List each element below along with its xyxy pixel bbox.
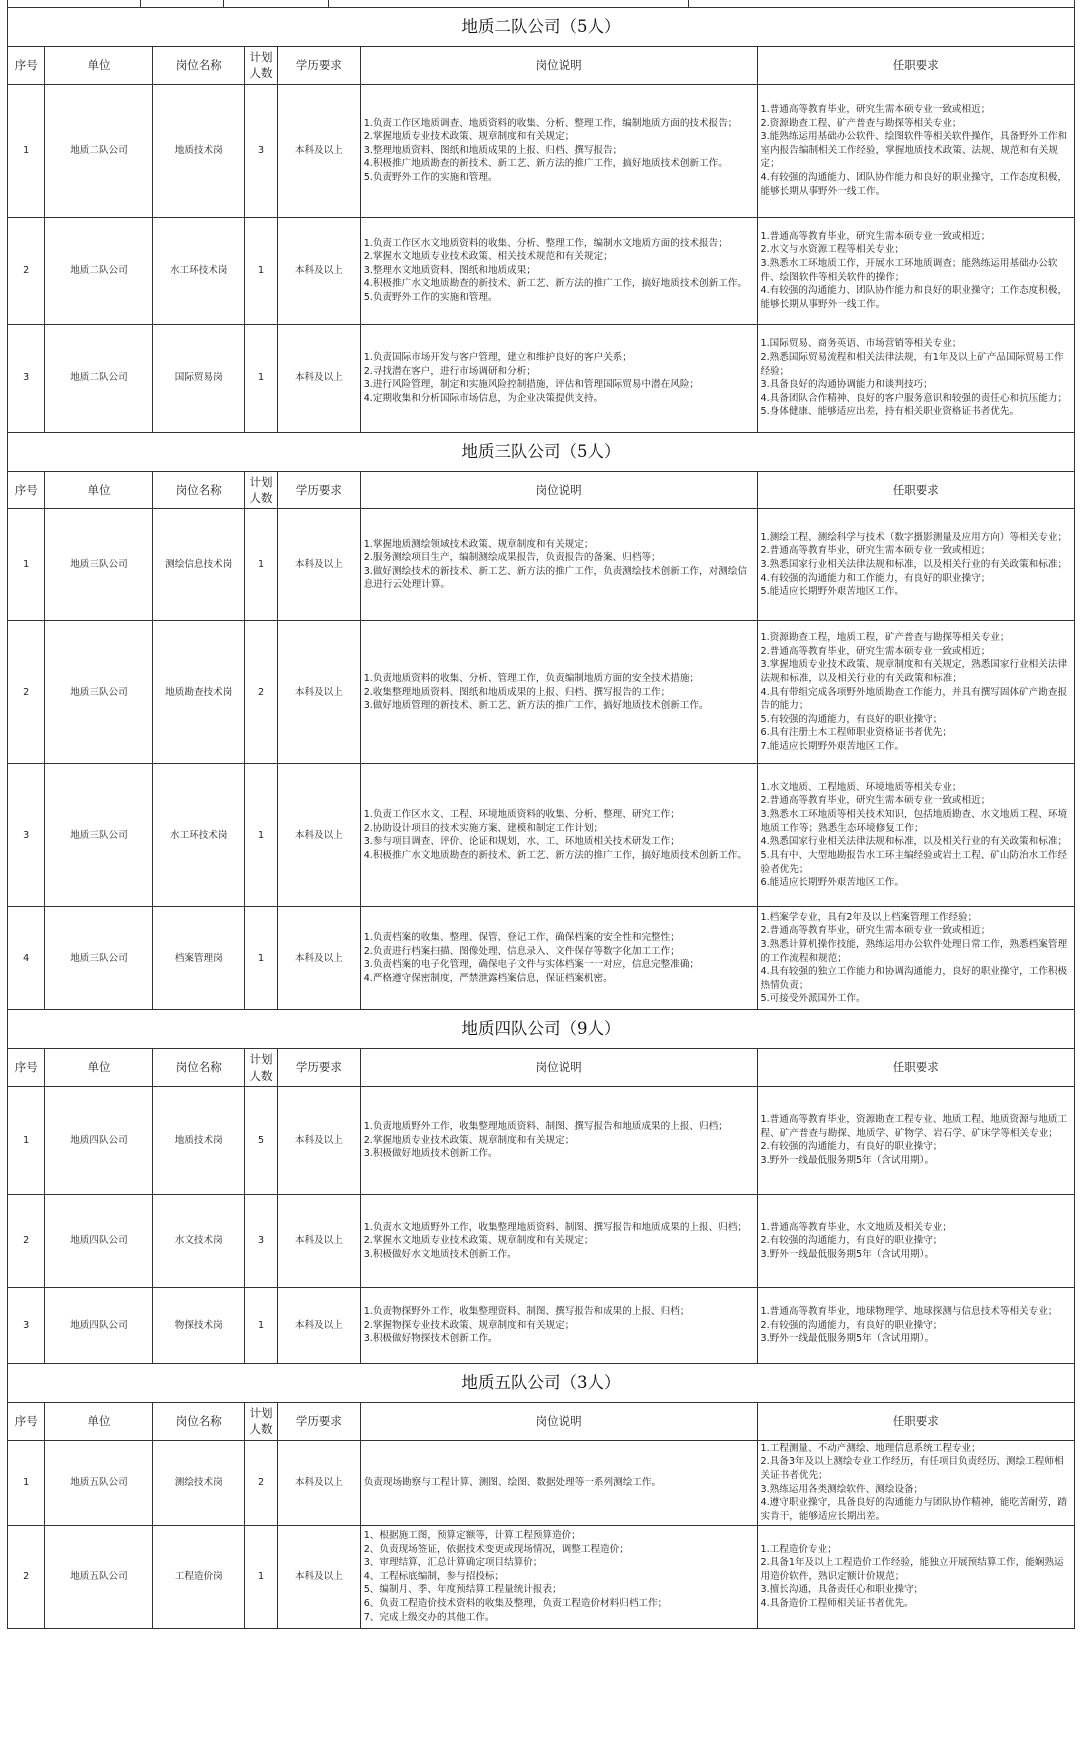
req-line: 4.具有带组完成各项野外地质勘查工作能力，并具有撰写固体矿产勘查报告的能力； xyxy=(760,686,1068,712)
req-line: 3.熟悉计算机操作技能，熟练运用办公软件处理日常工作，熟悉档案管理的工作流程和规范； xyxy=(760,938,1068,964)
desc-line: 2.掌握水文地质专业技术政策、规章制度和有关规定； xyxy=(363,1235,594,1247)
req-line: 1.普通高等教育毕业，水文地质及相关专业； xyxy=(760,1221,952,1233)
cell-position: 水工环技术岗 xyxy=(153,217,244,324)
header-unit: 单位 xyxy=(45,471,153,509)
header-no: 序号 xyxy=(8,1049,45,1087)
table-row xyxy=(8,324,1075,432)
company-section xyxy=(7,433,1075,1011)
req-line: 1.档案学专业，具有2年及以上档案管理工作经验； xyxy=(760,911,978,923)
req-line: 1.水文地质、工程地质、环境地质等相关专业； xyxy=(760,781,962,793)
desc-line: 1.负责国际市场开发与客户管理，建立和维护良好的客户关系； xyxy=(363,351,632,363)
table-row xyxy=(8,764,1075,907)
req-line: 7.能适应长期野外艰苦地区工作。 xyxy=(760,740,904,752)
cell-position: 地质勘查技术岗 xyxy=(153,621,244,764)
header-position: 岗位名称 xyxy=(153,1402,244,1440)
desc-line: 5.负责野外工作的实施和管理。 xyxy=(363,172,498,184)
cell-description xyxy=(360,1287,757,1363)
req-line: 1.工程造价专业； xyxy=(760,1543,837,1555)
req-line: 1.国际贸易、商务英语、市场营销等相关专业； xyxy=(760,338,962,350)
cell-no: 3 xyxy=(8,764,45,907)
cell-no: 3 xyxy=(8,324,45,432)
header-desc: 岗位说明 xyxy=(360,1402,757,1440)
cell-unit: 地质五队公司 xyxy=(45,1440,153,1525)
req-line: 5.可接受外派国外工作。 xyxy=(760,993,866,1005)
positions-table xyxy=(7,471,1075,1011)
positions-table xyxy=(7,46,1075,433)
cell-count: 2 xyxy=(244,621,277,764)
req-line: 4.具备造价工程师相关证书者优先。 xyxy=(760,1598,914,1610)
table-header-row xyxy=(8,1049,1075,1087)
header-position: 岗位名称 xyxy=(153,47,244,85)
cell-description xyxy=(360,1440,757,1525)
cell-no: 1 xyxy=(8,509,45,621)
req-line: 3.能熟练运用基础办公软件、绘图软件等相关软件操作，具备野外工作和室内报告编制相关工作经验，掌握地质技术政策、法规、规范和有关规定； xyxy=(760,131,1068,170)
desc-line: 1.负责档案的收集、整理、保管、登记工作，确保档案的安全性和完整性； xyxy=(363,932,680,944)
header-edu: 学历要求 xyxy=(278,1402,361,1440)
desc-line: 7、完成上级交办的其他工作。 xyxy=(363,1611,495,1623)
cell-description xyxy=(360,84,757,217)
desc-line: 1.负责工作区水文地质资料的收集、分析、整理工作，编制水文地质方面的技术报告； xyxy=(363,237,728,249)
req-line: 2.有较强的沟通能力，有良好的职业操守； xyxy=(760,1319,943,1331)
table-row xyxy=(8,621,1075,764)
company-section xyxy=(7,1010,1075,1364)
req-line: 3.野外一线最低服务期5年（含试用期）。 xyxy=(760,1333,935,1345)
req-line: 2.普通高等教育毕业，研究生需本硕专业一致或相近； xyxy=(760,545,991,557)
cell-unit: 地质二队公司 xyxy=(45,324,153,432)
req-line: 2.熟悉国际贸易流程和相关法律法规，有1年及以上矿产品国际贸易工作经验； xyxy=(760,351,1064,377)
cell-position: 地质技术岗 xyxy=(153,84,244,217)
positions-table xyxy=(7,1048,1075,1364)
cell-edu: 本科及以上 xyxy=(278,1440,361,1525)
cell-unit: 地质二队公司 xyxy=(45,84,153,217)
cell-position: 水工环技术岗 xyxy=(153,764,244,907)
cell-edu: 本科及以上 xyxy=(278,764,361,907)
header-unit: 单位 xyxy=(45,1402,153,1440)
desc-line: 1、根据施工图，预算定额等，计算工程预算造价； xyxy=(363,1529,581,1541)
desc-line: 1.负责地质资料的收集、分析、管理工作，负责编制地质方面的安全技术措施； xyxy=(363,672,700,684)
req-line: 1.工程测量、不动产测绘、地理信息系统工程专业； xyxy=(760,1442,981,1454)
header-desc: 岗位说明 xyxy=(360,1049,757,1087)
table-row xyxy=(8,907,1075,1010)
cell-requirements xyxy=(757,1287,1075,1363)
req-line: 2.有较强的沟通能力，有良好的职业操守； xyxy=(760,1141,943,1153)
previous-table-edge xyxy=(7,0,1075,8)
cell-edu: 本科及以上 xyxy=(278,907,361,1010)
desc-line: 3.做好测绘技术的新技术、新工艺、新方法的推广工作，负责测绘技术创新工作，对测绘信息进行云处理计算。 xyxy=(363,565,747,591)
req-line: 1.普通高等教育毕业，研究生需本硕专业一致或相近； xyxy=(760,230,991,242)
cell-edu: 本科及以上 xyxy=(278,1194,361,1287)
cell-unit: 地质三队公司 xyxy=(45,509,153,621)
cell-requirements xyxy=(757,1086,1075,1194)
cell-no: 1 xyxy=(8,84,45,217)
req-line: 3.熟练运用各类测绘软件、测绘设备； xyxy=(760,1483,924,1495)
header-unit: 单位 xyxy=(45,1049,153,1087)
req-line: 3.野外一线最低服务期5年（含试用期）。 xyxy=(760,1155,935,1167)
req-line: 2.资源勘查工程、矿产普查与勘探等相关专业； xyxy=(760,117,962,129)
cell-edu: 本科及以上 xyxy=(278,1525,361,1628)
cell-requirements xyxy=(757,907,1075,1010)
sections-container xyxy=(7,8,1075,1629)
cell-requirements xyxy=(757,217,1075,324)
desc-line: 4.积极推广水文地质勘查的新技术、新工艺、新方法的推广工作，搞好地质技术创新工作。 xyxy=(363,849,747,861)
cell-edu: 本科及以上 xyxy=(278,217,361,324)
req-line: 3.具备良好的沟通协调能力和谈判技巧； xyxy=(760,379,933,391)
req-line: 3.熟悉水工环地质工作，开展水工环地质调查；能熟练运用基础办公软件、绘图软件等相关软件的操作； xyxy=(760,258,1058,283)
req-line: 2.普通高等教育毕业，研究生需本硕专业一致或相近； xyxy=(760,645,991,657)
table-row xyxy=(8,84,1075,217)
desc-line: 3.积极做好水文地质技术创新工作。 xyxy=(363,1248,517,1260)
cell-unit: 地质三队公司 xyxy=(45,907,153,1010)
cell-requirements xyxy=(757,1440,1075,1525)
cell-no: 3 xyxy=(8,1287,45,1363)
desc-line: 4、工程标底编制，参与招投标； xyxy=(363,1570,505,1582)
cell-position: 水文技术岗 xyxy=(153,1194,244,1287)
table-row xyxy=(8,1440,1075,1525)
cell-no: 1 xyxy=(8,1086,45,1194)
header-position: 岗位名称 xyxy=(153,1049,244,1087)
header-req: 任职要求 xyxy=(757,1049,1075,1087)
cell-position: 物探技术岗 xyxy=(153,1287,244,1363)
cell-unit: 地质三队公司 xyxy=(45,764,153,907)
cell-requirements xyxy=(757,1525,1075,1628)
req-line: 5.有较强的沟通能力，有良好的职业操守； xyxy=(760,713,943,725)
cell-requirements xyxy=(757,509,1075,621)
cell-description xyxy=(360,907,757,1010)
cell-edu: 本科及以上 xyxy=(278,621,361,764)
table-row xyxy=(8,1287,1075,1363)
header-desc: 岗位说明 xyxy=(360,471,757,509)
table-header-row xyxy=(8,1402,1075,1440)
desc-line: 1.负责水文地质野外工作，收集整理地质资料、制图、撰写报告和地质成果的上报、归档； xyxy=(363,1221,747,1233)
req-line: 2.具备3年及以上测绘专业工作经历，有任项目负责经历、测绘工程师相关证书者优先； xyxy=(760,1456,1064,1482)
cell-edu: 本科及以上 xyxy=(278,509,361,621)
cell-position: 工程造价岗 xyxy=(153,1525,244,1628)
header-edu: 学历要求 xyxy=(278,47,361,85)
req-line: 4.有较强的沟通能力、团队协作能力和良好的职业操守，工作态度积极，能够长期从事野外一线工作。 xyxy=(760,172,1068,197)
req-line: 4.具有较强的独立工作能力和协调沟通能力，良好的职业操守，工作积极热情负责； xyxy=(760,966,1068,991)
req-line: 4.有较强的沟通能力和工作能力，有良好的职业操守； xyxy=(760,572,991,584)
table-row xyxy=(8,1086,1075,1194)
cell-position: 国际贸易岗 xyxy=(153,324,244,432)
req-line: 3.野外一线最低服务期5年（含试用期）。 xyxy=(760,1248,935,1260)
header-desc: 岗位说明 xyxy=(360,47,757,85)
req-line: 1.测绘工程、测绘科学与技术（数字摄影测量及应用方向）等相关专业； xyxy=(760,531,1068,543)
cell-no: 2 xyxy=(8,1525,45,1628)
cell-no: 2 xyxy=(8,217,45,324)
cell-edu: 本科及以上 xyxy=(278,84,361,217)
cell-no: 2 xyxy=(8,1194,45,1287)
cell-count: 3 xyxy=(244,84,277,217)
header-count: 计划人数 xyxy=(244,1402,277,1440)
req-line: 4.熟悉国家行业相关法律法规和标准，以及相关行业的有关政策和标准； xyxy=(760,836,1068,848)
desc-line: 3.参与项目调查、评价、论证和规划，水、工、环地质相关技术研发工作； xyxy=(363,836,680,848)
req-line: 5.身体健康、能够适应出差，持有相关职业资格证书者优先。 xyxy=(760,406,1020,418)
cell-unit: 地质四队公司 xyxy=(45,1287,153,1363)
desc-line: 3.做好地质管理的新技术、新工艺、新方法的推广工作，搞好地质技术创新工作。 xyxy=(363,700,709,712)
desc-line: 5、编制月、季、年度预结算工程量统计报表； xyxy=(363,1584,562,1596)
desc-line: 2.服务测绘项目生产，编制测绘成果报告，负责报告的备案、归档等； xyxy=(363,552,661,564)
cell-description xyxy=(360,621,757,764)
header-edu: 学历要求 xyxy=(278,1049,361,1087)
desc-line: 2.协助设计项目的技术实施方案、建模和制定工作计划； xyxy=(363,822,604,834)
req-line: 3.熟悉国家行业相关法律法规和标准，以及相关行业的有关政策和标准； xyxy=(760,559,1068,570)
cell-description xyxy=(360,324,757,432)
req-line: 2.普通高等教育毕业，研究生需本硕专业一致或相近； xyxy=(760,925,991,937)
req-line: 2.普通高等教育毕业，研究生需本硕专业一致或相近； xyxy=(760,795,991,807)
cell-description xyxy=(360,1086,757,1194)
cell-description xyxy=(360,509,757,621)
desc-line: 1.负责工作区水文、工程、环境地质资料的收集、分析、整理、研究工作； xyxy=(363,809,680,821)
desc-line: 4.严格遵守保密制度，严禁泄露档案信息，保证档案机密。 xyxy=(363,972,613,984)
desc-line: 3、审理结算，汇总计算确定项目结算价； xyxy=(363,1557,543,1569)
desc-line: 2.掌握地质专业技术政策、规章制度和有关规定； xyxy=(363,1134,575,1146)
header-edu: 学历要求 xyxy=(278,471,361,509)
cell-position: 档案管理岗 xyxy=(153,907,244,1010)
desc-line: 4.定期收集和分析国际市场信息，为企业决策提供支持。 xyxy=(363,392,604,404)
req-line: 5.具有中、大型地勘报告水工环主编经验或岩土工程、矿山防治水工作经验者优先； xyxy=(760,849,1068,875)
desc-line: 2、负责现场签证，依据技术变更或现场情况，调整工程造价； xyxy=(363,1543,629,1555)
header-count: 计划人数 xyxy=(244,47,277,85)
cell-requirements xyxy=(757,1194,1075,1287)
header-count: 计划人数 xyxy=(244,1049,277,1087)
cell-count: 3 xyxy=(244,1194,277,1287)
cell-count: 1 xyxy=(244,509,277,621)
cell-no: 4 xyxy=(8,907,45,1010)
table-row xyxy=(8,1525,1075,1628)
desc-line: 2.负责进行档案扫描、图像处理、信息录入、文件保存等数字化加工工作； xyxy=(363,945,680,957)
req-line: 3.熟悉水工环地质等相关技术知识，包括地质勘查、水文地质工程、环境地质工作等；熟悉生态环境修复工作； xyxy=(760,809,1068,834)
desc-line: 5.负责野外工作的实施和管理。 xyxy=(363,292,498,304)
cell-position: 测绘技术岗 xyxy=(153,1440,244,1525)
section-title: 地质二队公司（5人） xyxy=(7,8,1075,46)
desc-line: 2.掌握物探专业技术政策、规章制度和有关规定； xyxy=(363,1319,575,1331)
desc-line: 2.掌握地质专业技术政策、规章制度和有关规定； xyxy=(363,131,575,143)
cell-requirements xyxy=(757,324,1075,432)
req-line: 3.掌握地质专业技术政策、规章制度和有关规定，熟悉国家行业相关法律法规和标准，以及相关行业的有关政策和标准； xyxy=(760,659,1068,684)
company-section xyxy=(7,1364,1075,1629)
desc-line: 1.负责地质野外工作，收集整理地质资料、制图、撰写报告和地质成果的上报、归档； xyxy=(363,1121,728,1133)
cell-count: 1 xyxy=(244,907,277,1010)
company-section xyxy=(7,8,1075,433)
header-req: 任职要求 xyxy=(757,471,1075,509)
desc-line: 负责现场勘察与工程计算、测图、绘图、数据处理等一系列测绘工作。 xyxy=(363,1476,662,1488)
header-no: 序号 xyxy=(8,47,45,85)
section-title: 地质四队公司（9人） xyxy=(7,1010,1075,1048)
cell-requirements xyxy=(757,621,1075,764)
desc-line: 2.寻找潜在客户，进行市场调研和分析； xyxy=(363,365,536,377)
desc-line: 4.积极推广水文地质勘查的新技术、新工艺、新方法的推广工作，搞好地质技术创新工作。 xyxy=(363,278,747,290)
cell-unit: 地质三队公司 xyxy=(45,621,153,764)
req-line: 5.能适应长期野外艰苦地区工作。 xyxy=(760,586,904,598)
desc-line: 1.负责物探野外工作，收集整理资料、制图、撰写报告和成果的上报、归档； xyxy=(363,1306,690,1318)
cell-count: 1 xyxy=(244,217,277,324)
header-req: 任职要求 xyxy=(757,47,1075,85)
req-line: 1.普通高等教育毕业，地球物理学、地球探测与信息技术等相关专业； xyxy=(760,1306,1058,1318)
header-req: 任职要求 xyxy=(757,1402,1075,1440)
recruitment-document xyxy=(7,0,1075,1629)
cell-description xyxy=(360,217,757,324)
cell-edu: 本科及以上 xyxy=(278,1086,361,1194)
cell-count: 1 xyxy=(244,1287,277,1363)
cell-edu: 本科及以上 xyxy=(278,324,361,432)
cell-count: 2 xyxy=(244,1440,277,1525)
cell-description xyxy=(360,1525,757,1628)
cell-no: 2 xyxy=(8,621,45,764)
desc-line: 2.掌握水文地质专业技术政策、相关技术规范和有关规定； xyxy=(363,251,613,263)
desc-line: 3.整理水文地质资料、图纸和地质成果； xyxy=(363,264,536,276)
desc-line: 6、负责工程造价技术资料的收集及整理，负责工程造价材料归档工作； xyxy=(363,1598,668,1610)
positions-table xyxy=(7,1402,1075,1629)
cell-unit: 地质四队公司 xyxy=(45,1086,153,1194)
header-unit: 单位 xyxy=(45,47,153,85)
req-line: 4.具备团队合作精神、良好的客户服务意识和较强的责任心和抗压能力； xyxy=(760,392,1068,404)
cell-requirements xyxy=(757,764,1075,907)
header-no: 序号 xyxy=(8,1402,45,1440)
cell-unit: 地质二队公司 xyxy=(45,217,153,324)
header-position: 岗位名称 xyxy=(153,471,244,509)
req-line: 2.具备1年及以上工程造价工作经验，能独立开展预结算工作，能娴熟运用造价软件，熟识定额计价规范； xyxy=(760,1557,1064,1582)
req-line: 4.有较强的沟通能力、团队协作能力和良好的职业操守；工作态度积极，能够长期从事野外一线工作。 xyxy=(760,285,1068,310)
desc-line: 3.积极做好物探技术创新工作。 xyxy=(363,1333,498,1345)
desc-line: 1.负责工作区地质调查、地质资料的收集、分析、整理工作，编制地质方面的技术报告； xyxy=(363,117,738,129)
cell-requirements xyxy=(757,84,1075,217)
desc-line: 3.负责档案的电子化管理，确保电子文件与实体档案一一对应，信息完整准确； xyxy=(363,959,700,971)
desc-line: 2.收集整理地质资料、图纸和地质成果的上报、归档、撰写报告的工作； xyxy=(363,686,671,698)
req-line: 4.遵守职业操守，具备良好的沟通能力与团队协作精神，能吃苦耐劳，踏实肯干，能够适应长期出差。 xyxy=(760,1497,1068,1522)
section-title: 地质三队公司（5人） xyxy=(7,433,1075,471)
table-row xyxy=(8,217,1075,324)
req-line: 6.具有注册土木工程师职业资格证书者优先； xyxy=(760,727,952,739)
cell-count: 1 xyxy=(244,764,277,907)
desc-line: 3.整理地质资料、图纸和地质成果的上报、归档、撰写报告； xyxy=(363,144,623,156)
req-line: 1.普通高等教育毕业，资源勘查工程专业、地质工程、地质资源与地质工程、矿产普查与勘探、地质学、矿物学、岩石学、矿床学等相关专业； xyxy=(760,1114,1068,1139)
cell-description xyxy=(360,764,757,907)
desc-line: 3.进行风险管理，制定和实施风险控制措施，评估和管理国际贸易中潜在风险； xyxy=(363,379,700,391)
table-header-row xyxy=(8,471,1075,509)
desc-line: 1.掌握地质测绘领域技术政策、规章制度和有关规定； xyxy=(363,538,594,550)
table-header-row xyxy=(8,47,1075,85)
header-count: 计划人数 xyxy=(244,471,277,509)
req-line: 2.有较强的沟通能力，有良好的职业操守； xyxy=(760,1235,943,1247)
cell-count: 5 xyxy=(244,1086,277,1194)
desc-line: 4.积极推广地质勘查的新技术、新工艺、新方法的推广工作，搞好地质技术创新工作。 xyxy=(363,158,728,170)
cell-position: 测绘信息技术岗 xyxy=(153,509,244,621)
cell-no: 1 xyxy=(8,1440,45,1525)
cell-count: 1 xyxy=(244,324,277,432)
req-line: 6.能适应长期野外艰苦地区工作。 xyxy=(760,877,904,889)
cell-edu: 本科及以上 xyxy=(278,1287,361,1363)
table-row xyxy=(8,509,1075,621)
req-line: 3.擅长沟通，具备责任心和职业操守； xyxy=(760,1584,924,1596)
header-no: 序号 xyxy=(8,471,45,509)
desc-line: 3.积极做好地质技术创新工作。 xyxy=(363,1148,498,1160)
cell-unit: 地质五队公司 xyxy=(45,1525,153,1628)
table-row xyxy=(8,1194,1075,1287)
req-line: 1.资源勘查工程，地质工程，矿产普查与勘探等相关专业； xyxy=(760,632,1010,644)
cell-description xyxy=(360,1194,757,1287)
section-title: 地质五队公司（3人） xyxy=(7,1364,1075,1402)
req-line: 1.普通高等教育毕业，研究生需本硕专业一致或相近； xyxy=(760,104,991,116)
cell-count: 1 xyxy=(244,1525,277,1628)
cell-unit: 地质四队公司 xyxy=(45,1194,153,1287)
cell-position: 地质技术岗 xyxy=(153,1086,244,1194)
req-line: 2.水文与水资源工程等相关专业； xyxy=(760,244,904,256)
